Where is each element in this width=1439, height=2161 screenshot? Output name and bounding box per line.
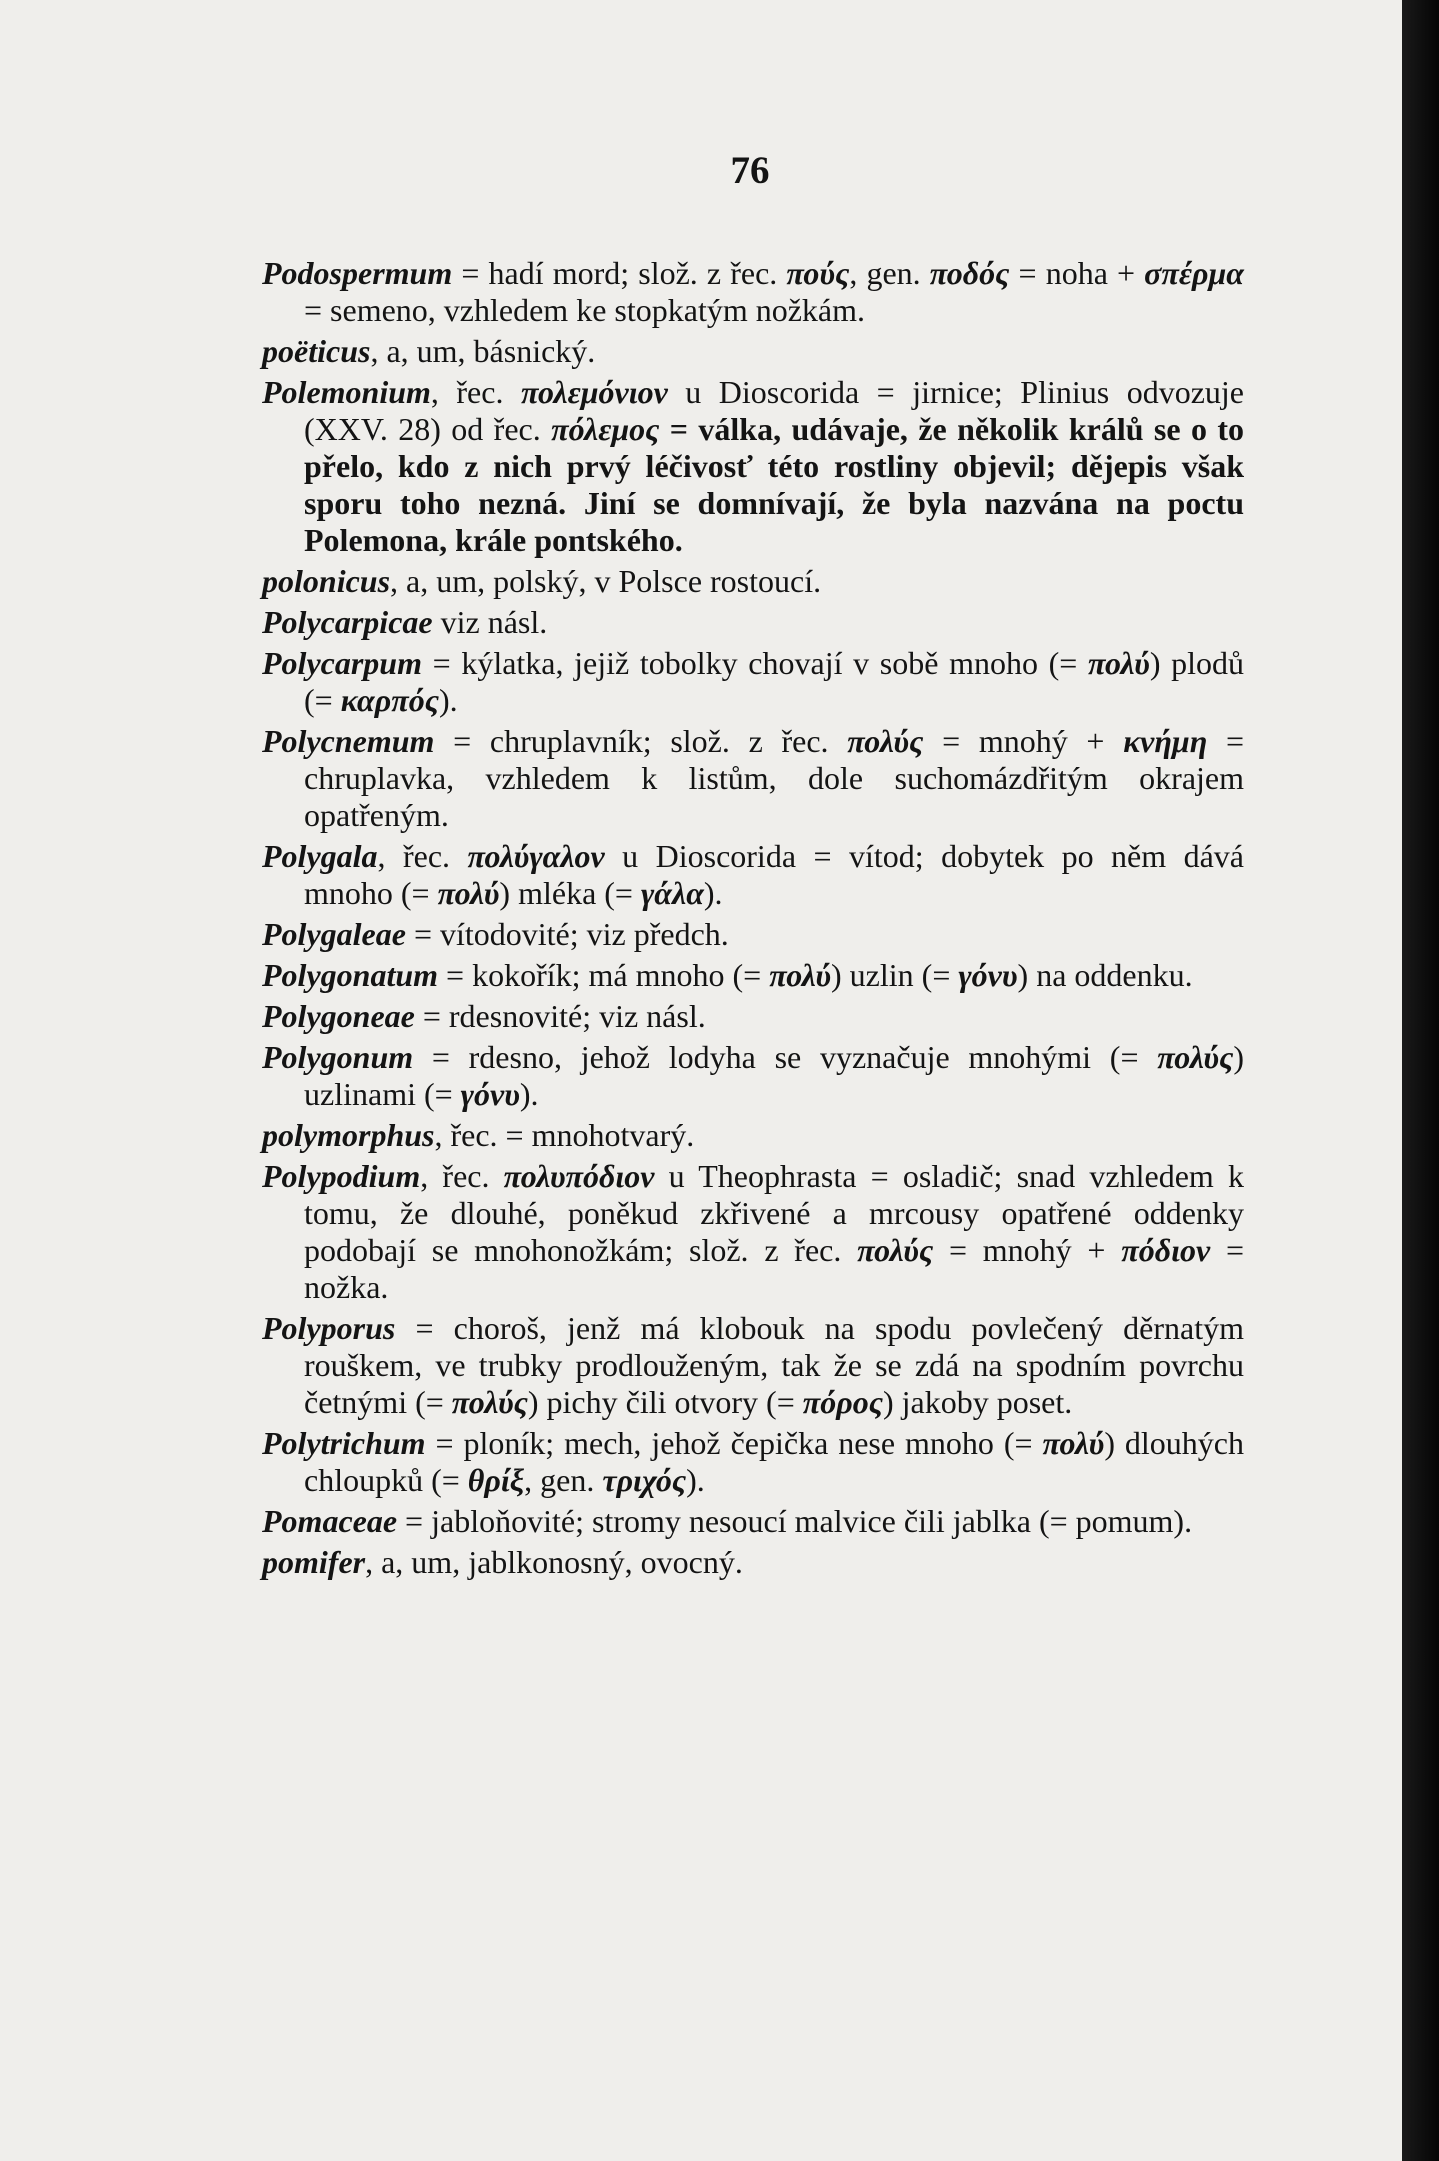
entry-text: , řec.: [420, 1158, 504, 1194]
entry-text: = hadí mord; slož. z řec.: [452, 255, 787, 291]
dictionary-entry: [262, 255, 1244, 329]
greek-term: πολύς: [1157, 1039, 1234, 1075]
entry-text: , gen.: [849, 255, 930, 291]
entry-text: ) mléka (=: [499, 875, 641, 911]
entry-headword: Polygonatum: [262, 957, 439, 993]
page-number: 76: [730, 149, 770, 192]
entry-text: = noha +: [1009, 255, 1145, 291]
entry-headword: polymorphus: [262, 1117, 435, 1153]
entry-text: = chruplavník; slož. z řec.: [434, 723, 848, 759]
entry-text: , a, um, jablkonosný, ovocný.: [365, 1544, 743, 1580]
greek-term: τριχός: [602, 1462, 687, 1498]
entry-text: = chruplavka, vzhledem k listům, dole suchomázdřitým okrajem opatřeným.: [304, 723, 1245, 833]
entry-headword: Polygonum: [262, 1039, 414, 1075]
entry-text: ) pichy čili otvory (=: [527, 1384, 803, 1420]
entry-headword: Polygoneae: [262, 998, 415, 1034]
entry-headword: Polycnemum: [262, 723, 435, 759]
entry-text: u Theophrasta = osladič; snad vzhledem k tomu, že dlouhé, poněkud zkřivené a mrcousy opatřené oddenky podobají se mnohonožkám; slož. z řec.: [304, 1158, 1245, 1268]
entry-headword: poëticus: [262, 333, 371, 369]
entry-headword: pomifer: [262, 1544, 366, 1580]
greek-term: πολύς: [857, 1232, 934, 1268]
greek-term: πολύγαλον: [467, 838, 605, 874]
entry-text: = mnohý +: [933, 1232, 1122, 1268]
entry-text: ).: [703, 875, 723, 911]
entry-headword: Pomaceae: [262, 1503, 398, 1539]
greek-term: πολεμόνιον: [520, 374, 668, 410]
entry-text: ) jakoby poset.: [882, 1384, 1073, 1420]
dictionary-entry: [262, 1310, 1244, 1421]
entry-text: , řec. = mnohotvarý.: [434, 1117, 695, 1153]
greek-term: θρίξ: [467, 1462, 525, 1498]
entry-headword: polonicus: [262, 563, 391, 599]
greek-term: γόνυ: [958, 957, 1018, 993]
entry-text: = mnohý +: [923, 723, 1124, 759]
entry-text: ) na oddenku.: [1017, 957, 1193, 993]
entry-headword: Polytrichum: [262, 1425, 426, 1461]
entry-text: , řec.: [377, 838, 468, 874]
dictionary-entry: [262, 1503, 1244, 1540]
greek-term: σπέρμα: [1144, 255, 1244, 291]
entry-text: = kokořík; má mnoho (=: [438, 957, 770, 993]
entry-text: ) dlouhých chloupků (=: [304, 1425, 1245, 1498]
greek-term: γόνυ: [460, 1076, 520, 1112]
entry-text: u Dioscorida = vítod; dobytek po něm dává mnoho (=: [304, 838, 1245, 911]
entry-text: ).: [438, 682, 458, 718]
entry-headword: Podospermum: [262, 255, 453, 291]
entry-text: = kýlatka, jejiž tobolky chovají v sobě mnoho (=: [421, 645, 1088, 681]
entry-text: , a, um, polský, v Polsce rostoucí.: [390, 563, 822, 599]
entry-headword: Polygaleae: [262, 916, 406, 952]
greek-term: πολύ: [769, 957, 832, 993]
entry-text: , gen.: [524, 1462, 603, 1498]
entry-text: = semeno, vzhledem ke stopkatým nožkám.: [304, 292, 866, 328]
book-binding-edge: [1402, 0, 1439, 2161]
dictionary-entry: [262, 645, 1244, 719]
dictionary-entries: [262, 255, 1244, 1585]
entry-text: = ploník; mech, jehož čepička nese mnoho (=: [425, 1425, 1043, 1461]
entry-text: ).: [686, 1462, 705, 1498]
dictionary-entry: [262, 838, 1244, 912]
dictionary-entry: [262, 604, 1244, 641]
entry-text: viz násl.: [432, 604, 548, 640]
dictionary-entry: [262, 1039, 1244, 1113]
greek-term: ποδός: [929, 255, 1010, 291]
dictionary-entry: [262, 374, 1244, 559]
entry-headword: Polypodium: [262, 1158, 421, 1194]
dictionary-entry: [262, 333, 1244, 370]
greek-term: πολύ: [1087, 645, 1150, 681]
entry-text: = jabloňovité; stromy nesoucí malvice čili jablka (= pomum).: [397, 1503, 1193, 1539]
entry-headword: Polycarpum: [262, 645, 422, 681]
greek-term: καρπός: [340, 682, 439, 718]
greek-term: γάλα: [640, 875, 704, 911]
greek-term: πολύ: [1042, 1425, 1105, 1461]
entry-text: ).: [519, 1076, 539, 1112]
greek-term: πολύς: [847, 723, 924, 759]
dictionary-entry: [262, 723, 1244, 834]
entry-headword: Polyporus: [262, 1310, 396, 1346]
dictionary-entry: [262, 916, 1244, 953]
greek-term: πολύ: [437, 875, 500, 911]
entry-text: , a, um, básnický.: [370, 333, 596, 369]
dictionary-entry: [262, 1117, 1244, 1154]
entry-headword: Polemonium: [262, 374, 431, 410]
entry-text: u Dioscorida = jirnice; Plinius odvozuje (XXV. 28) od řec.: [304, 374, 1244, 447]
greek-term: πολυπόδιον: [503, 1158, 655, 1194]
entry-text: ) plodů (=: [304, 645, 1245, 718]
greek-term: πόλεμος: [551, 411, 660, 447]
entry-text: = nožka.: [304, 1232, 1245, 1305]
entry-text: = rdesnovité; viz násl.: [414, 998, 706, 1034]
dictionary-entry: [262, 1425, 1244, 1499]
entry-headword: Polygala: [262, 838, 378, 874]
greek-term: πόδιον: [1121, 1232, 1211, 1268]
dictionary-entry: [262, 1544, 1244, 1581]
entry-headword: Polycarpicae: [262, 604, 433, 640]
entry-text: = rdesno, jehož lodyha se vyznačuje mnohými (=: [413, 1039, 1158, 1075]
entry-text: = choroš, jenž má klobouk na spodu povlečený děrnatým rouškem, ve trubky prodlouženým, tak že se zdá na spodním povrchu četnými (=: [304, 1310, 1244, 1420]
greek-term: πολύς: [451, 1384, 528, 1420]
entry-text: = vítodovité; viz předch.: [405, 916, 729, 952]
greek-term: πούς: [786, 255, 850, 291]
dictionary-entry: [262, 957, 1244, 994]
dictionary-entry: [262, 998, 1244, 1035]
dictionary-entry: [262, 563, 1244, 600]
dictionary-entry: [262, 1158, 1244, 1306]
greek-term: κνήμη: [1123, 723, 1208, 759]
greek-term: πόρος: [802, 1384, 883, 1420]
entry-text: , řec.: [430, 374, 521, 410]
entry-text: ) uzlin (=: [831, 957, 959, 993]
entry-text: = válka, udávaje, že několik králů se o to přelo, kdo z nich prvý léčivosť této rostliny objevil; dějepis však sporu toho nezná. Jiní se domnívají, že byla nazvána na poctu Polemona, krále pontského.: [304, 411, 1245, 558]
entry-text: ) uzlinami (=: [304, 1039, 1244, 1112]
